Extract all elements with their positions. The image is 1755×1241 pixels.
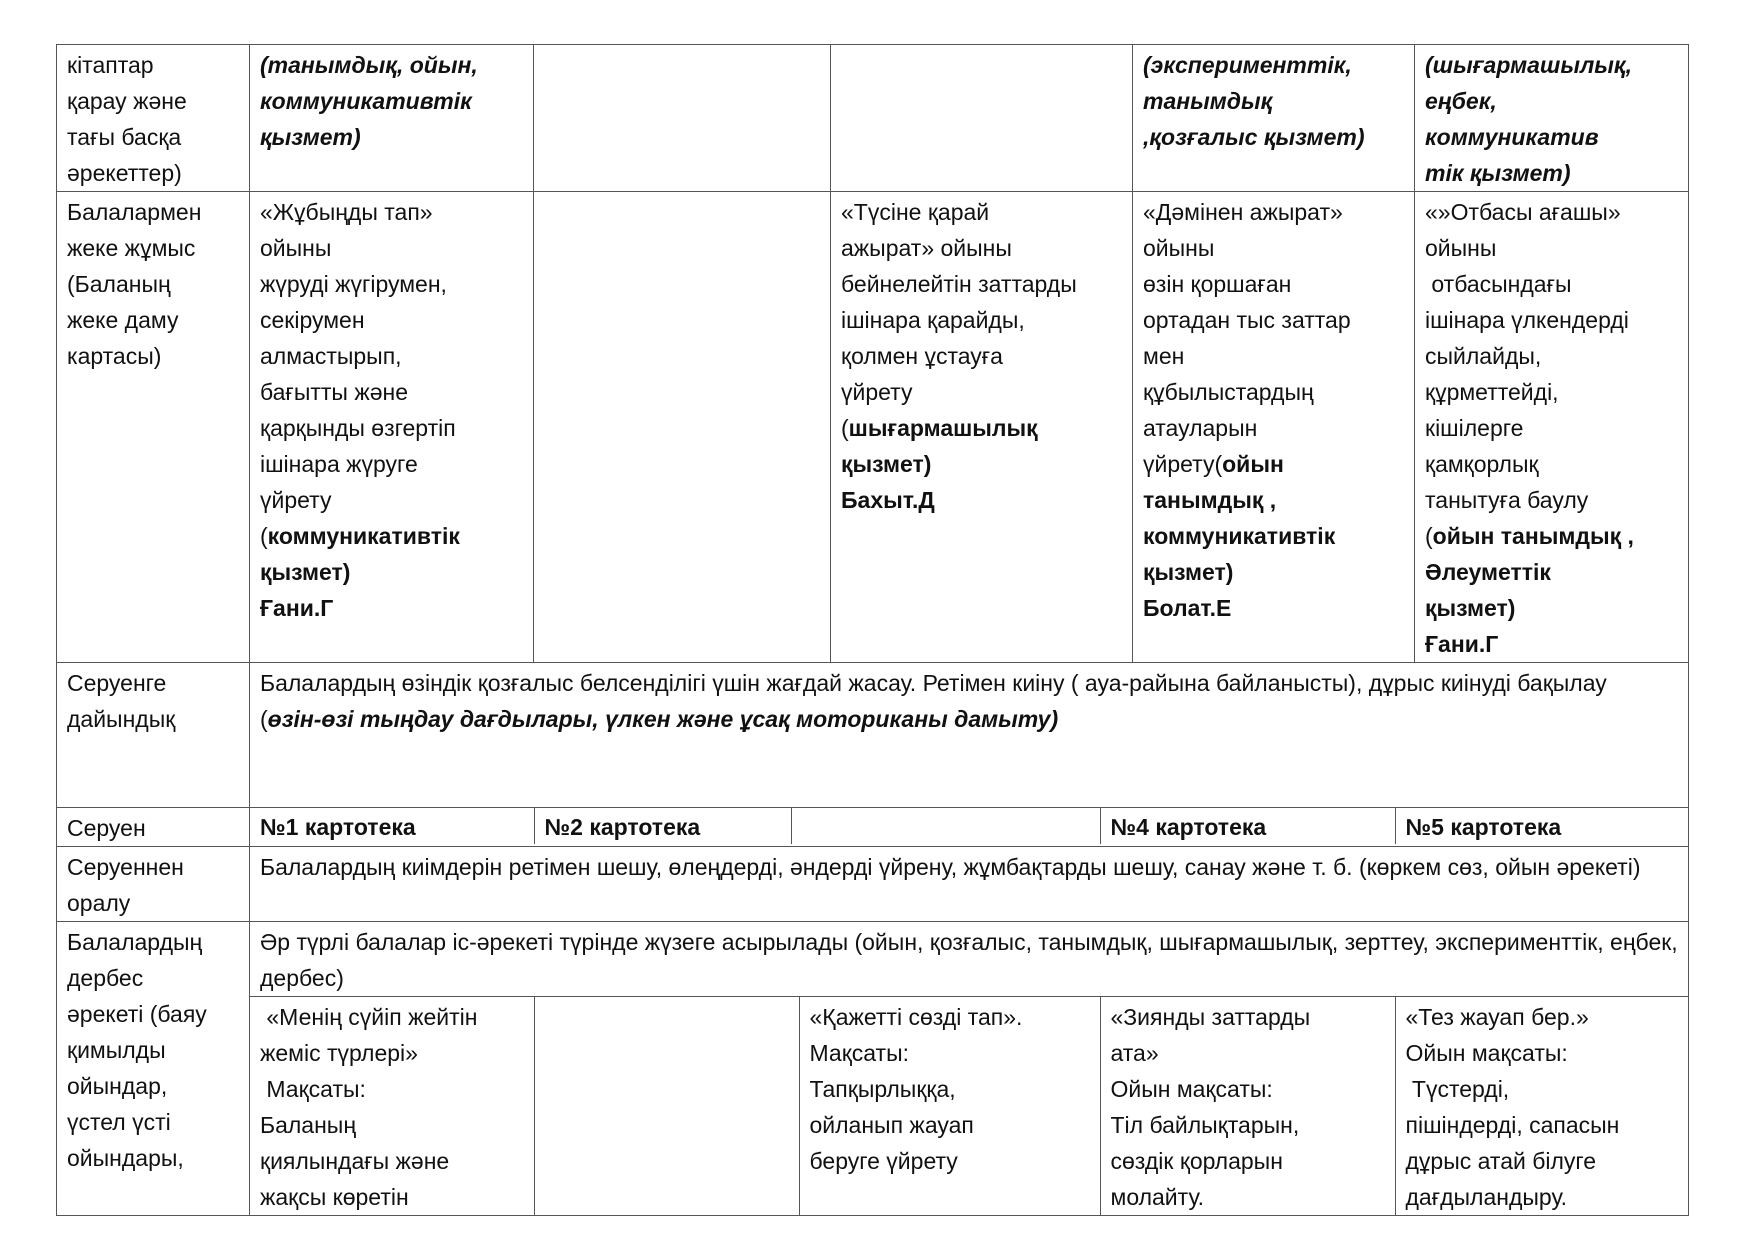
text-line: (эксперименттік,	[1143, 52, 1352, 78]
text-line: ойындар,	[67, 1073, 168, 1099]
text-line: ойындары,	[67, 1145, 184, 1171]
text-line: пішіндерді, сапасын	[1405, 1112, 1620, 1138]
text-line: оралу	[67, 890, 131, 916]
text-line: қарқынды өзгертіп	[260, 415, 456, 441]
text-line: коммуникативтік	[260, 88, 472, 114]
text-line: құрметтейді,	[1425, 379, 1559, 405]
row-individual-mon: «Жұбыңды тап» ойыны жүруді жүгірумен, секірумен алмастырып, бағытты және қарқынды өзгертіп ішінара жүруге үйрету (коммуникативтік қызмет) Ғани.Г	[250, 192, 534, 663]
text-line: Балалармен	[67, 199, 202, 225]
text-line: тік қызмет)	[1425, 160, 1571, 186]
schedule-page	[56, 44, 1688, 1216]
walk-card-5: №5 картотека	[1395, 808, 1689, 844]
text-line: қолмен ұстауға	[841, 343, 1003, 369]
walk-card-4: №4 картотека	[1100, 808, 1395, 844]
text-line: ойыны	[260, 235, 332, 261]
row-walk-prep-label	[57, 663, 250, 808]
text-line: Серуеннен	[67, 854, 184, 880]
text-line: жақсы көретін	[260, 1184, 409, 1210]
text-line: Ойын мақсаты:	[1405, 1040, 1568, 1066]
text-line: «Жұбыңды тап»	[260, 199, 433, 225]
text-line: Серуенге	[67, 670, 167, 696]
text-line: «Зиянды заттарды	[1110, 1004, 1311, 1030]
text-line: қиялындағы және	[260, 1148, 450, 1174]
text-line: «Қажетті сөзді тап».	[809, 1004, 1023, 1030]
row-activities-thu	[1133, 45, 1415, 192]
row-activities-fri	[1415, 45, 1689, 192]
text-line: ата»	[1110, 1040, 1159, 1066]
row-independent-text: Әр түрлі балалар іс-әрекеті түрінде жүзеге асырылады (ойын, қозғалыс, танымдық, шығармашылық, зерттеу, эксперименттік, еңбек, дербес)	[250, 922, 1688, 997]
text-line: кітаптар	[67, 52, 154, 78]
text-line: ішінара жүруге	[260, 451, 418, 477]
text-line: «Дәмінен ажырат»	[1143, 199, 1343, 225]
text-line: (танымдық, ойын,	[260, 52, 478, 78]
text-line: Мақсаты:	[260, 1076, 366, 1102]
text-line: ойланып жауап	[809, 1112, 974, 1138]
row-walk-cards	[250, 808, 1689, 847]
text-line: атауларын	[1143, 415, 1258, 441]
row-return-content: Балалардың киімдерін ретімен шешу, өлеңдерді, әндерді үйрену, жұмбақтарды шешу, санау және т. б. (көркем сөз, ойын әрекеті)	[250, 847, 1689, 922]
text-line: ішінара үлкендерді	[1425, 307, 1629, 333]
row-individual-thu: «Дәмінен ажырат» ойыны өзін қоршаған ортадан тыс заттар мен құбылыстардың атауларын үйрету(ойын танымдық , коммуникативтік қызмет) Болат.Е	[1133, 192, 1415, 663]
row-activities-wed	[831, 45, 1133, 192]
row-independent-content	[250, 922, 1689, 1216]
text-line: Түстерді,	[1405, 1076, 1510, 1102]
row-individual-wed: «Түсіне қарай ажырат» ойыны бейнелейтін заттарды ішінара қарайды, қолмен ұстауға үйрету (шығармашылық қызмет) Бахыт.Д	[831, 192, 1133, 663]
text-line: қамқорлық	[1425, 451, 1539, 477]
independent-game-5	[1395, 997, 1689, 1215]
text-line: ойыны	[1425, 235, 1497, 261]
row-walk-prep-content: Балалардың өзіндік қозғалыс белсенділігі үшін жағдай жасау. Ретімен киіну ( ауа-райына байланысты), дұрыс киінуді бақылау (өзін-өзі тыңдау дағдылары, үлкен және ұсақ моториканы дамыту)	[250, 663, 1689, 808]
text-line: қызмет)	[260, 124, 361, 150]
text-line: дағдыландыру.	[1405, 1184, 1568, 1210]
row-independent-label	[57, 922, 250, 1216]
row-individual-fri: «»Отбасы ағашы» ойыны отбасындағы ішінара үлкендерді сыйлайды, құрметтейді, кішілерге қамқорлық танытуға баулу (ойын танымдық , Әлеуметтік қызмет) Ғани.Г	[1415, 192, 1689, 663]
row-independent	[57, 922, 1689, 1216]
text-line: картасы)	[67, 343, 162, 369]
text-line: сыйлайды,	[1425, 343, 1542, 369]
text-line: танымдық	[1143, 88, 1273, 114]
text-line: тағы басқа	[67, 124, 182, 150]
text-line: беруге үйрету	[809, 1148, 958, 1174]
text-line: құбылыстардың	[1143, 379, 1314, 405]
text-line: жеміс түрлері»	[260, 1040, 418, 1066]
text-line: ішінара қарайды,	[841, 307, 1025, 333]
row-activities	[57, 45, 1689, 192]
text-line: коммуникатив	[1425, 124, 1599, 150]
walk-card-1: №1 картотека	[260, 814, 416, 840]
text-line: бағытты және	[260, 379, 409, 405]
text-line: дербес	[67, 965, 144, 991]
text-line: (Баланың	[67, 271, 171, 297]
independent-game-4	[1100, 997, 1395, 1215]
text-line: Мақсаты:	[809, 1040, 910, 1066]
text-line: бейнелейтін заттарды	[841, 271, 1077, 297]
text-line: өзін қоршаған	[1143, 271, 1292, 297]
text-line: қарау және	[67, 88, 187, 114]
text-line: ажырат» ойыны	[841, 235, 1012, 261]
row-return-label	[57, 847, 250, 922]
text-line: дұрыс атай білуге	[1405, 1148, 1597, 1174]
text-line: «Түсіне қарай	[841, 199, 990, 225]
text-line: «Тез жауап бер.»	[1405, 1004, 1589, 1030]
text-line: жеке даму	[67, 307, 179, 333]
text-line: жеке жұмыс	[67, 235, 196, 261]
text-line: әрекеті (баяу	[67, 1001, 207, 1027]
text-line: ,қозғалыс қызмет)	[1143, 124, 1365, 150]
row-walk	[57, 808, 1689, 847]
row-individual-label	[57, 192, 250, 663]
text-line: ойыны	[1143, 235, 1215, 261]
row-activities-tue	[534, 45, 831, 192]
text-line: кішілерге	[1425, 415, 1524, 441]
text-line: үйрету	[260, 487, 332, 513]
text-line: мен	[1143, 343, 1185, 369]
text-line: Ойын мақсаты:	[1110, 1076, 1273, 1102]
row-individual-tue	[534, 192, 831, 663]
independent-game-1	[250, 997, 534, 1215]
text-line: Тіл байлықтарын,	[1110, 1112, 1300, 1138]
independent-game-3	[799, 997, 1100, 1215]
text-line: (шығармашылық,	[1425, 52, 1632, 78]
text-line: сөздік қорларын	[1110, 1148, 1283, 1174]
text-line: үйрету	[841, 379, 913, 405]
row-return	[57, 847, 1689, 922]
row-activities-mon	[250, 45, 534, 192]
text-line: Балалардың	[67, 929, 203, 955]
text-line: үстел үсті	[67, 1109, 171, 1135]
text-line: Тапқырлыққа,	[809, 1076, 956, 1102]
independent-game-2	[534, 997, 799, 1215]
walk-card-3	[791, 808, 1100, 844]
text-line: алмастырып,	[260, 343, 402, 369]
text-line: молайту.	[1110, 1184, 1205, 1210]
text-line: дайындық	[67, 706, 176, 732]
text-line: жүруді жүгірумен,	[260, 271, 447, 297]
text-line: отбасындағы	[1425, 271, 1572, 297]
row-walk-label: Серуен	[57, 808, 250, 847]
schedule-table	[56, 44, 1689, 1216]
text-line: «»Отбасы ағашы»	[1425, 199, 1621, 225]
text-line: қимылды	[67, 1037, 166, 1063]
text-line: «Менің сүйіп жейтін	[260, 1004, 478, 1030]
walk-card-2: №2 картотека	[534, 808, 791, 844]
row-walk-prep	[57, 663, 1689, 808]
text-line: танытуға баулу	[1425, 487, 1589, 513]
row-activities-label	[57, 45, 250, 192]
text-line: ортадан тыс заттар	[1143, 307, 1351, 333]
row-individual-work	[57, 192, 1689, 663]
text-line: секірумен	[260, 307, 365, 333]
text-line: әрекеттер)	[67, 160, 182, 186]
text-line: Баланың	[260, 1112, 357, 1138]
text-line: еңбек,	[1425, 88, 1497, 114]
